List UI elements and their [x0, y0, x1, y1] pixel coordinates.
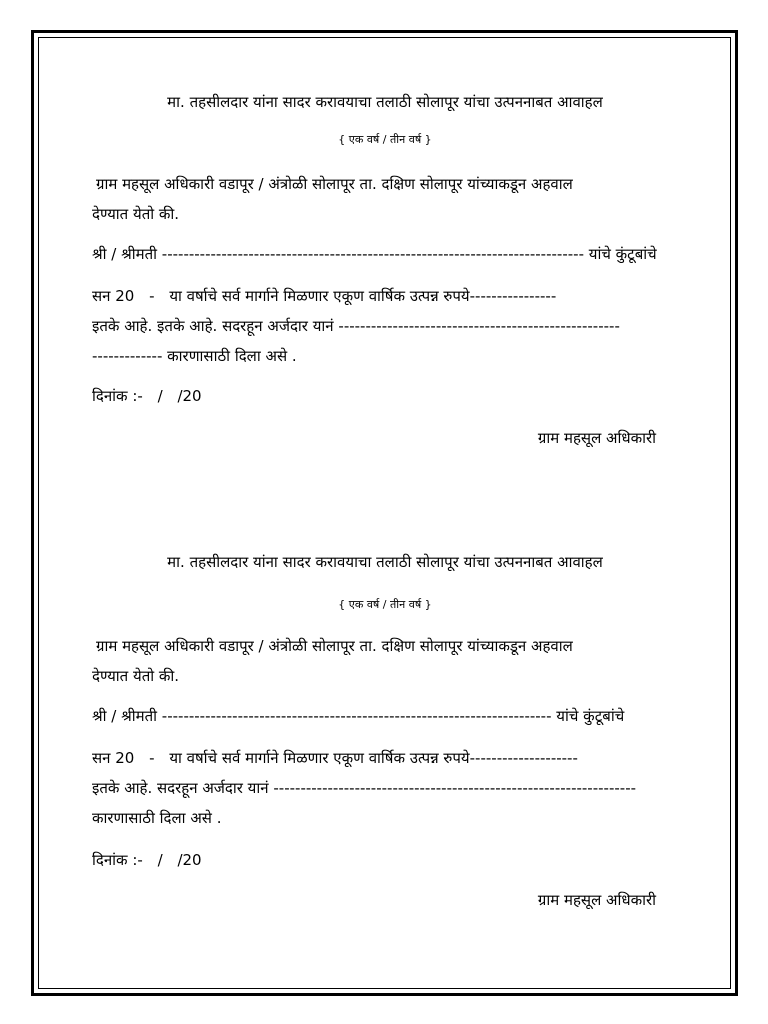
- date-line: [92, 850, 202, 870]
- name-suffix: यांचे कुंटूबांचे: [556, 707, 625, 725]
- intro-line-1: ग्राम महसूल अधिकारी वडापूर / अंत्रोळी सोलापूर ता. दक्षिण सोलापूर यांच्याकडून अहवाल: [96, 175, 573, 193]
- purpose-blank: ----------------------------------------------------: [338, 317, 620, 335]
- year-separator: -: [149, 287, 155, 305]
- reason-text: कारणासाठी दिला असे .: [167, 347, 297, 365]
- name-suffix: यांचे कुंटूबांचे: [588, 245, 657, 263]
- name-prefix: श्री / श्रीमती: [92, 707, 158, 725]
- year-prefix: सन 20: [92, 287, 135, 305]
- year-prefix: सन 20: [92, 749, 135, 767]
- income-blank: ----------------: [469, 287, 557, 305]
- intro-line-2: देण्यात येतो की.: [92, 667, 180, 685]
- name-blank: ------------------------------------------------------------------------------: [161, 245, 584, 263]
- amount-line: [92, 778, 636, 798]
- intro-line-1: ग्राम महसूल अधिकारी वडापूर / अंत्रोळी सोलापूर ता. दक्षिण सोलापूर यांच्याकडून अहवाल: [96, 637, 573, 655]
- signature-label: ग्राम महसूल अधिकारी: [537, 429, 656, 447]
- report-period: { एक वर्ष / तीन वर्ष }: [338, 598, 432, 611]
- date-line: [92, 386, 202, 406]
- reason-line: [92, 346, 297, 366]
- report-period: { एक वर्ष / तीन वर्ष }: [338, 133, 432, 146]
- year-line: [92, 286, 556, 306]
- name-line: [92, 706, 624, 726]
- report-title: मा. तहसीलदार यांना सादर करावयाचा तलाठी सोलापूर यांचा उत्पननाबत आवाहल: [167, 553, 603, 571]
- year-line: [92, 748, 578, 768]
- reason-text: कारणासाठी दिला असे .: [92, 809, 222, 827]
- year-text: या वर्षाचे सर्व मार्गाने मिळणार एकूण वार्षिक उत्पन्न रुपये: [169, 287, 470, 305]
- reason-blank: -------------: [92, 347, 163, 365]
- date-separator-2: /20: [177, 387, 202, 405]
- name-blank: ------------------------------------------------------------------------: [161, 707, 552, 725]
- amount-text: इतके आहे. सदरहून अर्जदार यानं: [92, 779, 269, 797]
- reason-line: [92, 808, 221, 828]
- date-separator-1: /: [157, 851, 163, 869]
- intro-line-2: देण्यात येतो की.: [92, 205, 180, 223]
- income-blank: --------------------: [469, 749, 578, 767]
- signature-label: ग्राम महसूल अधिकारी: [537, 891, 656, 909]
- date-label: दिनांक :-: [92, 387, 143, 405]
- amount-text: इतके आहे. इतके आहे. सदरहून अर्जदार यानं: [92, 317, 334, 335]
- report-title: मा. तहसीलदार यांना सादर करावयाचा तलाठी सोलापूर यांचा उत्पननाबत आवाहल: [167, 93, 603, 111]
- name-line: [92, 244, 657, 264]
- purpose-blank: -------------------------------------------------------------------: [273, 779, 637, 797]
- date-label: दिनांक :-: [92, 851, 143, 869]
- year-separator: -: [149, 749, 155, 767]
- date-separator-1: /: [157, 387, 163, 405]
- amount-line: [92, 316, 620, 336]
- name-prefix: श्री / श्रीमती: [92, 245, 158, 263]
- date-separator-2: /20: [177, 851, 202, 869]
- year-text: या वर्षाचे सर्व मार्गाने मिळणार एकूण वार्षिक उत्पन्न रुपये: [169, 749, 470, 767]
